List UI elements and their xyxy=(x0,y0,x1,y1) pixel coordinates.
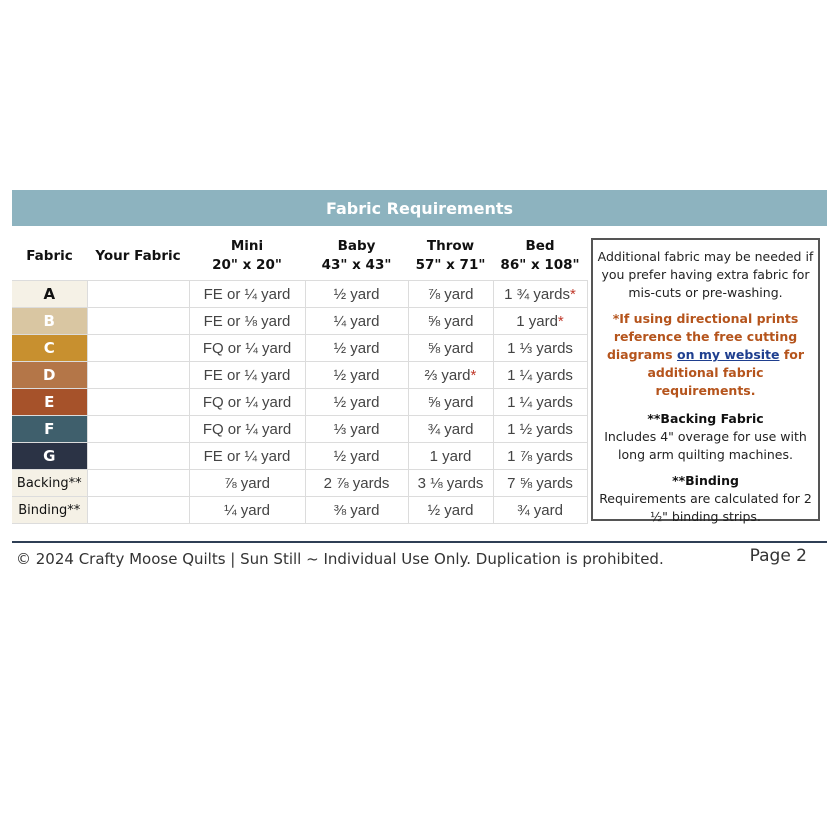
mini-cell: FQ or ¼ yard xyxy=(189,389,305,416)
bed-cell: 1 ¼ yards xyxy=(493,389,587,416)
footer-copyright: © 2024 Crafty Moose Quilts | Sun Still ~ Individual Use Only. Duplication is prohibited. xyxy=(16,550,664,568)
fabric-swatch: Backing** xyxy=(12,470,87,497)
fabric-swatch: E xyxy=(12,389,87,416)
table-row xyxy=(12,389,587,416)
fabric-swatch: B xyxy=(12,308,87,335)
mini-cell: FE or ¼ yard xyxy=(189,281,305,308)
throw-cell: 3 ⅛ yards xyxy=(408,470,493,497)
col-fabric: Fabric xyxy=(26,247,73,264)
note-directional: *If using directional prints reference the free cutting diagrams on my website for additional fabric requirements. xyxy=(606,311,805,398)
throw-cell: ⅝ yard xyxy=(408,308,493,335)
your-fabric-cell[interactable] xyxy=(87,308,189,335)
throw-cell: ⅞ yard xyxy=(408,281,493,308)
baby-cell: ½ yard xyxy=(305,335,408,362)
your-fabric-cell[interactable] xyxy=(87,335,189,362)
header-row xyxy=(12,232,587,281)
throw-cell: ¾ yard xyxy=(408,416,493,443)
table-row xyxy=(12,443,587,470)
bed-cell: 1 ¾ yards* xyxy=(493,281,587,308)
col-baby: Baby 43" x 43" xyxy=(321,238,392,273)
asterisk-mark: * xyxy=(557,312,564,330)
your-fabric-cell[interactable] xyxy=(87,497,189,524)
bed-cell: 7 ⅝ yards xyxy=(493,470,587,497)
mini-cell: FQ or ¼ yard xyxy=(189,335,305,362)
baby-cell: ⅓ yard xyxy=(305,416,408,443)
fabric-swatch: F xyxy=(12,416,87,443)
fabric-swatch: Binding** xyxy=(12,497,87,524)
your-fabric-cell[interactable] xyxy=(87,389,189,416)
bed-cell: 1 ⅓ yards xyxy=(493,335,587,362)
bed-cell: 1 ¼ yards xyxy=(493,362,587,389)
asterisk-mark: * xyxy=(470,366,477,384)
throw-cell: ⅝ yard xyxy=(408,335,493,362)
note-intro: Additional fabric may be needed if you prefer having extra fabric for mis-cuts or pre-washing. xyxy=(597,249,814,300)
throw-cell: 1 yard xyxy=(408,443,493,470)
baby-cell: ½ yard xyxy=(305,281,408,308)
table-row xyxy=(12,497,587,524)
table-row xyxy=(12,281,587,308)
bed-cell: 1 ⅞ yards xyxy=(493,443,587,470)
baby-cell: ½ yard xyxy=(305,362,408,389)
your-fabric-cell[interactable] xyxy=(87,470,189,497)
requirements-table-wrap xyxy=(12,232,587,524)
fabric-swatch: D xyxy=(12,362,87,389)
requirements-table xyxy=(12,232,588,524)
table-row xyxy=(12,470,587,497)
your-fabric-cell[interactable] xyxy=(87,443,189,470)
website-link[interactable]: on my website xyxy=(676,347,780,362)
table-row xyxy=(12,362,587,389)
table-row xyxy=(12,416,587,443)
table-row xyxy=(12,335,587,362)
baby-cell: ¼ yard xyxy=(305,308,408,335)
fabric-swatch: G xyxy=(12,443,87,470)
mini-cell: ¼ yard xyxy=(189,497,305,524)
fabric-swatch: A xyxy=(12,281,87,308)
mini-cell: FE or ⅛ yard xyxy=(189,308,305,335)
banner-title: Fabric Requirements xyxy=(326,198,513,218)
footer-divider xyxy=(12,541,827,543)
your-fabric-cell[interactable] xyxy=(87,416,189,443)
asterisk-mark: * xyxy=(570,285,576,303)
mini-cell: FE or ¼ yard xyxy=(189,443,305,470)
baby-cell: ½ yard xyxy=(305,443,408,470)
notes-box xyxy=(591,238,820,524)
bed-cell: ¾ yard xyxy=(493,497,587,524)
bed-cell: 1 yard* xyxy=(493,308,587,335)
bed-cell: 1 ½ yards xyxy=(493,416,587,443)
col-your-fabric: Your Fabric xyxy=(95,247,181,264)
page-number: Page 2 xyxy=(749,546,807,566)
your-fabric-cell[interactable] xyxy=(87,362,189,389)
note-backing-title: **Backing Fabric xyxy=(647,411,764,426)
baby-cell: ½ yard xyxy=(305,389,408,416)
baby-cell: 2 ⅞ yards xyxy=(305,470,408,497)
table-row xyxy=(12,308,587,335)
mini-cell: FQ or ¼ yard xyxy=(189,416,305,443)
your-fabric-cell[interactable] xyxy=(87,281,189,308)
col-throw: Throw 57" x 71" xyxy=(415,238,486,273)
col-mini: Mini 20" x 20" xyxy=(212,238,282,273)
mini-cell: FE or ¼ yard xyxy=(189,362,305,389)
note-binding-text: Requirements are calculated for 2 ½" binding strips. xyxy=(599,491,812,524)
note-binding-title: **Binding xyxy=(672,473,739,488)
col-bed: Bed 86" x 108" xyxy=(500,238,580,273)
throw-cell: ⅔ yard* xyxy=(408,362,493,389)
baby-cell: ⅜ yard xyxy=(305,497,408,524)
fabric-swatch: C xyxy=(12,335,87,362)
note-backing-text: Includes 4" overage for use with long arm quilting machines. xyxy=(604,429,807,462)
throw-cell: ½ yard xyxy=(408,497,493,524)
mini-cell: ⅞ yard xyxy=(189,470,305,497)
throw-cell: ⅝ yard xyxy=(408,389,493,416)
banner xyxy=(12,190,827,226)
